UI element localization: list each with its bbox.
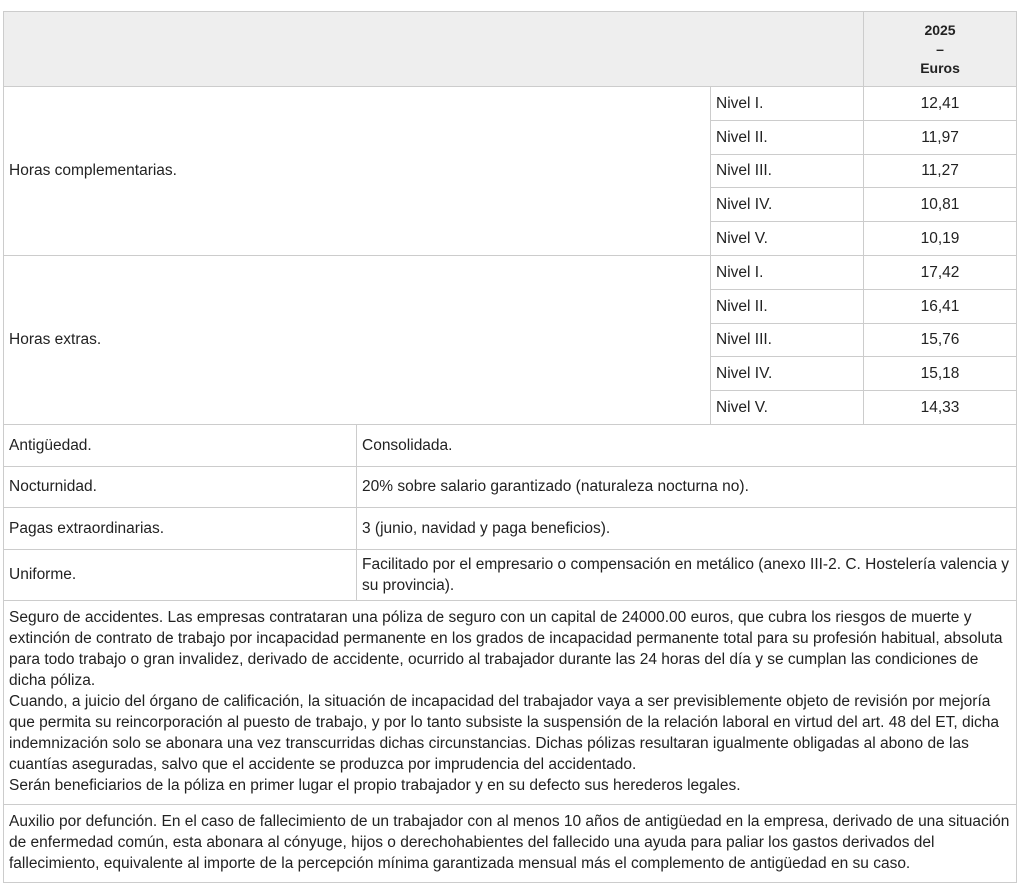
item-row	[4, 424, 1017, 466]
seguro-paragraph: Seguro de accidentes. Las empresas contrataran una póliza de seguro con un capital de 24000.00 euros, que cubra los riesgos de muerte y extinción de contrato de trabajo por incapacidad permanente en los grados de incapacidad permanente total para su profesión habitual, absoluta para todo trabajo o gran invalidez, derivado de accidente, ocurrido al trabajador durante las 24 horas del día y se cumplan las condiciones de dicha póliza.	[9, 608, 1003, 689]
level-row	[4, 87, 1017, 121]
level-label: Nivel V.	[711, 222, 864, 256]
item-value: Consolidada.	[357, 424, 1017, 466]
auxilio-defuncion-text: Auxilio por defunción. En el caso de fallecimiento de un trabajador con al menos 10 años de antigüedad en la empresa, derivado de una situación de enfermedad común, esta abonara al cónyuge, hijos o derechohabientes del fallecido una ayuda para paliar los gastos derivados del fallecimiento, equivalente al importe de la percepción mínima garantizada mensual más el complemento de antigüedad en su caso.	[4, 804, 1017, 882]
level-label: Nivel IV.	[711, 188, 864, 222]
level-value: 15,18	[864, 357, 1017, 391]
item-value: 3 (junio, navidad y paga beneficios).	[357, 508, 1017, 550]
level-label: Nivel IV.	[711, 357, 864, 391]
salary-table	[3, 11, 1017, 883]
seguro-paragraph: Cuando, a juicio del órgano de calificación, la situación de incapacidad del trabajador vaya a ser previsiblemente objeto de revisión por mejoría que permita su reincorporación al puesto de trabajo, y por lo tanto subsiste la suspensión de la relación laboral en virtud del art. 48 del ET, dicha indemnización solo se abonara una vez transcurridas dichas circunstancias. Dichas pólizas resultaran igualmente obligadas al abono de las cuantías aseguradas, salvo que el accidente se produzca por imprudencia del accidentado.	[9, 692, 1000, 773]
level-label: Nivel III.	[711, 323, 864, 357]
level-label: Nivel III.	[711, 154, 864, 188]
header-row	[4, 12, 1017, 87]
seguro-row	[4, 600, 1017, 804]
header-unit: Euros	[920, 59, 960, 76]
level-label: Nivel I.	[711, 255, 864, 289]
item-label: Nocturnidad.	[4, 466, 357, 508]
seguro-paragraph: Serán beneficiarios de la póliza en primer lugar el propio trabajador y en su defecto sus herederos legales.	[9, 776, 741, 794]
item-row	[4, 466, 1017, 508]
level-value: 15,76	[864, 323, 1017, 357]
item-label: Uniforme.	[4, 549, 357, 600]
level-value: 10,19	[864, 222, 1017, 256]
level-value: 17,42	[864, 255, 1017, 289]
item-row	[4, 549, 1017, 600]
level-value: 14,33	[864, 391, 1017, 425]
level-row	[4, 255, 1017, 289]
item-value: 20% sobre salario garantizado (naturaleza nocturna no).	[357, 466, 1017, 508]
level-label: Nivel II.	[711, 289, 864, 323]
level-value: 11,27	[864, 154, 1017, 188]
item-row	[4, 508, 1017, 550]
group-label: Horas extras.	[4, 255, 711, 424]
level-label: Nivel II.	[711, 120, 864, 154]
level-value: 16,41	[864, 289, 1017, 323]
header-blank	[4, 12, 864, 87]
auxilio-row	[4, 804, 1017, 882]
header-year-euros	[864, 12, 1017, 87]
level-value: 10,81	[864, 188, 1017, 222]
item-label: Pagas extraordinarias.	[4, 508, 357, 550]
header-year: 2025	[924, 21, 956, 38]
item-label: Antigüedad.	[4, 424, 357, 466]
level-label: Nivel I.	[711, 87, 864, 121]
level-value: 11,97	[864, 120, 1017, 154]
level-label: Nivel V.	[711, 391, 864, 425]
group-label: Horas complementarias.	[4, 87, 711, 256]
level-value: 12,41	[864, 87, 1017, 121]
item-value: Facilitado por el empresario o compensación en metálico (anexo III-2. C. Hostelería valencia y su provincia).	[357, 549, 1017, 600]
header-dash: –	[936, 40, 944, 57]
seguro-accidentes-text	[4, 600, 1017, 804]
